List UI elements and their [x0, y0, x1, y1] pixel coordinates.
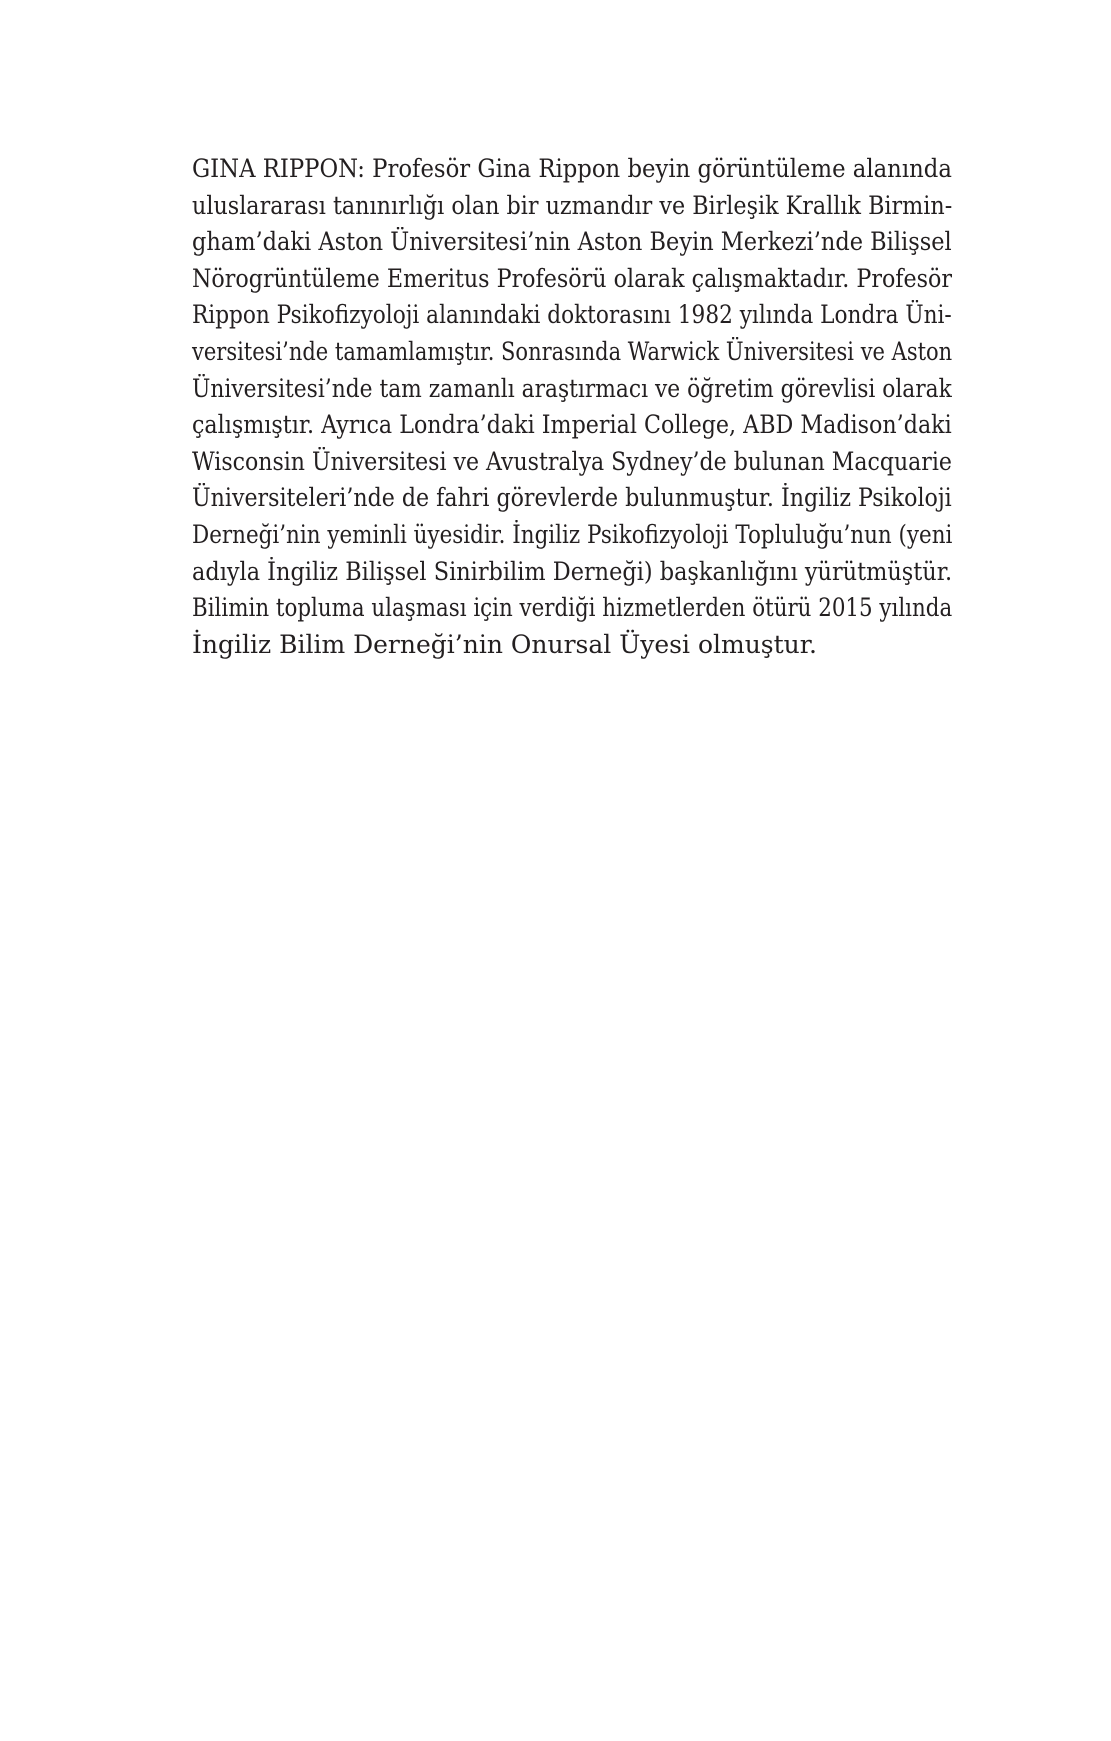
text-line: GINA RIPPON: Profesör Gina Rippon beyin görüntüleme alanında	[192, 154, 952, 183]
text-line: uluslararası tanınırlığı olan bir uzmandır ve Birleşik Krallık Birmin-	[192, 190, 953, 220]
text-line: gham’daki Aston Üniversitesi’nin Aston Beyin Merkezi’nde Bilişsel	[192, 227, 952, 257]
text-line: Bilimin topluma ulaşması için verdiği hizmetlerden ötürü 2015 yılında	[192, 593, 953, 623]
text-line: Üniversiteleri’nde de fahri görevlerde bulunmuştur. İngiliz Psikoloji	[192, 483, 952, 513]
text-line: Wisconsin Üniversitesi ve Avustralya Sydney’de bulunan Macquarie	[192, 446, 952, 476]
author-biography	[192, 151, 952, 663]
text-line: versitesi’nde tamamlamıştır. Sonrasında Warwick Üniversitesi ve Aston	[192, 336, 953, 366]
text-line: Rippon Psikofizyoloji alanındaki doktorasını 1982 yılında Londra Üni-	[192, 300, 952, 330]
text-line: adıyla İngiliz Bilişsel Sinirbilim Derneği) başkanlığını yürütmüştür.	[192, 556, 953, 586]
text-line: Üniversitesi’nde tam zamanlı araştırmacı ve öğretim görevlisi olarak	[192, 373, 952, 403]
text-line: İngiliz Bilim Derneği’nin Onursal Üyesi olmuştur.	[192, 629, 817, 659]
text-line: Derneği’nin yeminli üyesidir. İngiliz Psikofizyoloji Topluluğu’nun (yeni	[192, 519, 953, 549]
text-line: Nörogrüntüleme Emeritus Profesörü olarak çalışmaktadır. Profesör	[192, 263, 953, 293]
text-line: çalışmıştır. Ayrıca Londra’daki Imperial College, ABD Madison’daki	[192, 410, 952, 440]
